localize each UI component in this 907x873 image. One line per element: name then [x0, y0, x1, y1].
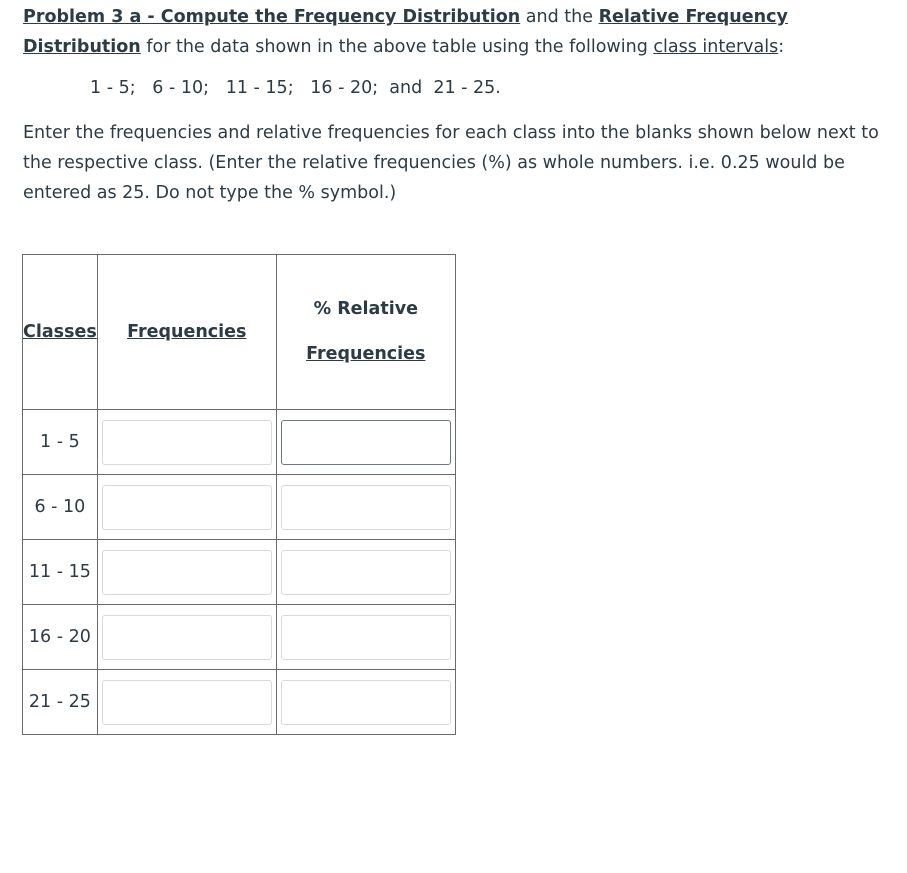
header-classes: Classes [23, 322, 97, 342]
relative-frequency-input[interactable] [281, 420, 451, 465]
relative-frequency-input[interactable] [281, 615, 451, 660]
header-relative [277, 287, 455, 377]
frequency-cell [97, 475, 276, 540]
rfd-label: Relative Frequency Distribution [23, 7, 788, 57]
class-cell [23, 475, 98, 540]
header-relative-line1: % Relative [313, 299, 418, 319]
class-cell [23, 540, 98, 605]
header-relative-cell [276, 255, 455, 410]
frequency-cell [97, 410, 276, 475]
relative-cell [276, 410, 455, 475]
class-label: 21 - 25 [28, 692, 91, 712]
table-row [23, 540, 456, 605]
relative-cell [276, 605, 455, 670]
frequency-table [22, 254, 456, 735]
class-label: 16 - 20 [28, 627, 91, 647]
instructions: Enter the frequencies and relative frequencies for each class into the blanks shown below next to the respective class. (Enter the relative frequencies (%) as whole numbers. i.e. 0.25 would be entered as 25. Do not type the % symbol.) [23, 123, 879, 203]
header-relative-line2: Frequencies [306, 344, 426, 364]
class-label: 1 - 5 [40, 432, 80, 452]
text: for the data shown in the above table using the following [140, 37, 654, 57]
relative-frequency-input[interactable] [281, 680, 451, 725]
relative-frequency-input[interactable] [281, 550, 451, 595]
relative-cell [276, 475, 455, 540]
intervals-list: 1 - 5; 6 - 10; 11 - 15; 16 - 20; and 21 - 25. [90, 78, 501, 98]
class-intervals-label: class intervals [653, 37, 779, 57]
relative-cell [276, 540, 455, 605]
class-cell [23, 605, 98, 670]
class-cell [23, 410, 98, 475]
table-row [23, 605, 456, 670]
frequency-input[interactable] [102, 485, 272, 530]
header-classes-cell [23, 255, 98, 410]
frequency-input[interactable] [102, 680, 272, 725]
frequency-input[interactable] [102, 550, 272, 595]
table-header-row [23, 255, 456, 410]
text: and the [520, 7, 599, 27]
frequency-input[interactable] [102, 615, 272, 660]
frequency-cell [97, 605, 276, 670]
table-row [23, 670, 456, 735]
table-row [23, 475, 456, 540]
class-label: 6 - 10 [34, 497, 86, 517]
text: : [778, 37, 785, 57]
problem-statement [23, 2, 903, 62]
frequency-input[interactable] [102, 420, 272, 465]
problem-title: Problem 3 a - Compute the Frequency Distribution [23, 7, 521, 27]
frequency-cell [97, 670, 276, 735]
header-frequencies: Frequencies [127, 322, 247, 342]
relative-cell [276, 670, 455, 735]
header-frequencies-cell [97, 255, 276, 410]
class-label: 11 - 15 [28, 562, 91, 582]
frequency-cell [97, 540, 276, 605]
relative-frequency-input[interactable] [281, 485, 451, 530]
table-row [23, 410, 456, 475]
class-cell [23, 670, 98, 735]
